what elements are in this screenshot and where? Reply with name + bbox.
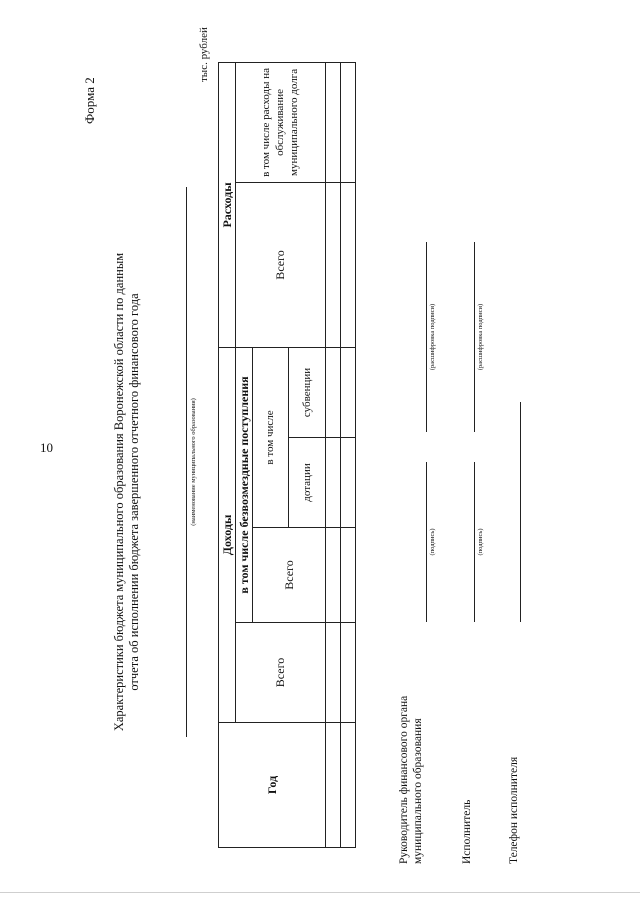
header-debt-service: в том числе расходы на обслуживание муниципального долга <box>236 62 326 182</box>
decoding-executor-caption: (расшифровка подписи) <box>477 303 484 371</box>
header-expenses-total: Всего <box>236 182 326 347</box>
header-income-total: Всего <box>236 623 326 723</box>
document-title: Характеристики бюджета муниципального образования Воронежской области по данным отчета об исполнении бюджета завершенного отчетного финансового года <box>112 252 141 732</box>
phone-line <box>520 402 521 622</box>
signature-head-label: Руководитель финансового органа муниципального образования <box>398 695 424 864</box>
header-expenses: Расходы <box>219 62 236 347</box>
table-cell <box>325 623 340 723</box>
header-income: Доходы <box>219 347 236 722</box>
page-number: 10 <box>40 440 53 455</box>
municipality-name-line <box>186 187 187 737</box>
signature-executor-caption: (подпись) <box>477 528 484 556</box>
municipality-name-caption: (наименование муниципального образования) <box>190 398 197 526</box>
table-cell <box>325 62 340 182</box>
signature-head-caption: (подпись) <box>429 528 436 556</box>
header-year: Год <box>219 723 326 848</box>
header-gratuitous-total: Всего <box>253 528 326 623</box>
header-gratuitous-receipts: в том числе безвозмездные поступления <box>236 347 253 622</box>
table-cell <box>325 528 340 623</box>
header-subventsii: субвенции <box>288 347 325 437</box>
table-cell <box>340 62 355 182</box>
table-cell <box>325 347 340 437</box>
decoding-executor-line <box>474 242 475 432</box>
decoding-head-caption: (расшифровка подписи) <box>429 303 436 371</box>
signature-executor-line <box>474 462 475 622</box>
table-cell <box>340 347 355 437</box>
form-label: Форма 2 <box>82 77 97 124</box>
table-cell <box>340 438 355 528</box>
table-cell <box>340 528 355 623</box>
header-dotatsii: дотации <box>288 438 325 528</box>
table-cell <box>325 438 340 528</box>
table-cell <box>340 623 355 723</box>
signature-executor-label: Исполнитель <box>461 799 473 864</box>
table-cell <box>340 723 355 848</box>
header-including: в том числе <box>253 347 288 527</box>
units-label: тыс. рублей <box>198 27 210 82</box>
decoding-head-line <box>426 242 427 432</box>
signature-phone-label: Телефон исполнителя <box>508 756 520 864</box>
budget-table <box>218 62 356 848</box>
table-cell <box>325 723 340 848</box>
table-cell <box>325 182 340 347</box>
signature-head-line <box>426 462 427 622</box>
table-cell <box>340 182 355 347</box>
